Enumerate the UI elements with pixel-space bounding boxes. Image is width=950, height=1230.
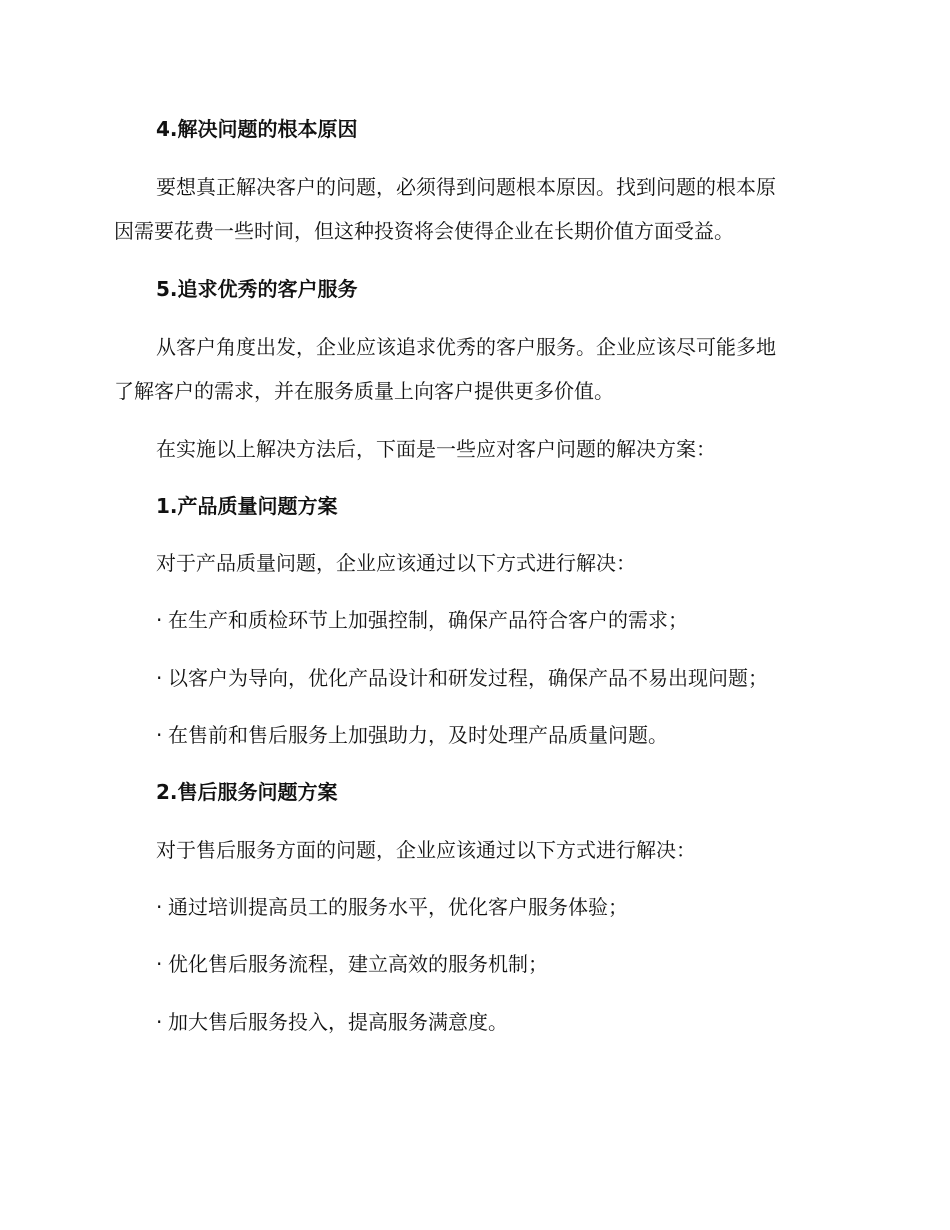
plan-2-bullet: [156, 950, 548, 978]
plan-2-intro: 对于售后服务方面的问题，企业应该通过以下方式进行解决：: [156, 838, 696, 862]
plan-2-bullet-text: 优化售后服务流程，建立高效的服务机制；: [168, 952, 548, 976]
bullet-marker: ·: [156, 952, 163, 976]
plan-2-bullet-text: 通过培训提高员工的服务水平，优化客户服务体验；: [168, 895, 628, 919]
section-4-heading: 4.解决问题的根本原因: [156, 117, 358, 141]
plan-1-bullet-text: 在售前和售后服务上加强助力，及时处理产品质量问题。: [168, 723, 668, 747]
plan-1-heading: 1.产品质量问题方案: [156, 494, 338, 518]
bullet-marker: ·: [156, 666, 163, 690]
plan-2-bullet: [156, 893, 628, 921]
plan-2-bullet: [156, 1008, 508, 1036]
plan-2-heading: 2.售后服务问题方案: [156, 780, 338, 804]
plan-2-bullet-text: 加大售后服务投入，提高服务满意度。: [168, 1010, 508, 1034]
section-4-paragraph-line-2: 因需要花费一些时间，但这种投资将会使得企业在长期价值方面受益。: [114, 219, 734, 243]
plan-1-bullet: [156, 664, 768, 692]
plan-1-bullet: [156, 606, 688, 634]
bullet-marker: ·: [156, 723, 163, 747]
plan-1-bullet-text: 以客户为导向，优化产品设计和研发过程，确保产品不易出现问题；: [168, 666, 768, 690]
bullet-marker: ·: [156, 895, 163, 919]
bullet-marker: ·: [156, 1010, 163, 1034]
plan-1-bullet-text: 在生产和质检环节上加强控制，确保产品符合客户的需求；: [168, 608, 688, 632]
plan-1-intro: 对于产品质量问题，企业应该通过以下方式进行解决：: [156, 551, 636, 575]
bullet-marker: ·: [156, 608, 163, 632]
section-5-paragraph-line-2: 了解客户的需求，并在服务质量上向客户提供更多价值。: [114, 379, 614, 403]
plan-1-bullet: [156, 721, 668, 749]
section-5-paragraph-line-1: 从客户角度出发，企业应该追求优秀的客户服务。企业应该尽可能多地: [156, 335, 776, 359]
transition-paragraph: 在实施以上解决方法后，下面是一些应对客户问题的解决方案：: [156, 437, 716, 461]
section-5-heading: 5.追求优秀的客户服务: [156, 277, 358, 301]
section-4-paragraph-line-1: 要想真正解决客户的问题，必须得到问题根本原因。找到问题的根本原: [156, 175, 776, 199]
